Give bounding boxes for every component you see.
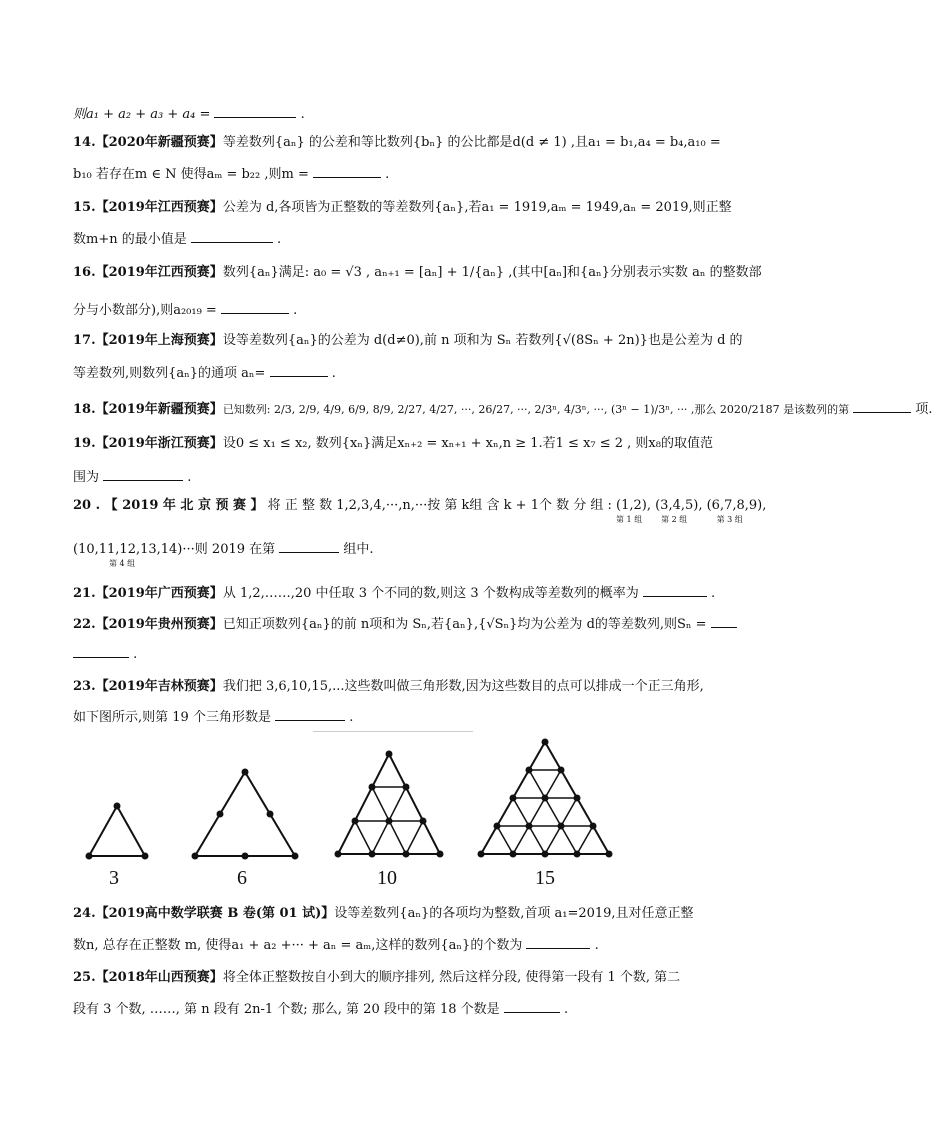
q21-tag: 21.【2019年广西预赛】 [73, 586, 223, 601]
q23-end: . [349, 710, 354, 725]
question-14-line-1 [73, 134, 723, 152]
question-23-line-2 [73, 706, 723, 727]
question-25-line-2 [73, 998, 723, 1019]
q19-text-b: 围为 [73, 470, 100, 485]
question-20-line-1 [73, 497, 767, 525]
answer-blank-17[interactable] [270, 362, 328, 377]
q19-tag: 19.【2019年浙江预赛】 [73, 436, 223, 451]
question-21-line [73, 582, 723, 603]
q14-text-b: b₁₀ 若存在m ∈ N 使得aₘ = b₂₂ ,则m = [73, 167, 313, 182]
q17-tag: 17.【2019年上海预赛】 [73, 333, 223, 348]
answer-blank-22b[interactable] [73, 643, 129, 658]
question-17-line-1 [73, 332, 743, 350]
q17-text-a: 设等差数列{aₙ}的公差为 d(d≠0),前 n 项和为 Sₙ 若数列{√(8Sₙ + 2n)}也是公差为 d 的 [222, 333, 743, 348]
question-23-line-1 [73, 678, 723, 696]
question-14-line-2 [73, 163, 723, 184]
q25-end: . [563, 1002, 569, 1017]
question-13-tail [73, 103, 723, 124]
question-22-line-2 [73, 643, 723, 664]
answer-blank-18[interactable] [853, 398, 911, 413]
q14-tag: 14.【2020年新疆预赛】 [73, 135, 223, 150]
q18-end: 项. [915, 402, 933, 417]
q23-text-b: 如下图所示,则第 19 个三角形数是 [73, 710, 271, 725]
q20-group-3 [706, 497, 767, 524]
q21-end: . [711, 586, 716, 601]
answer-blank-20[interactable] [279, 538, 339, 553]
answer-blank-23[interactable] [275, 706, 345, 721]
question-19-line-2 [73, 466, 723, 487]
q20-group-4 [73, 541, 183, 568]
q13-end: . [300, 107, 305, 122]
q20-group-3-text: (6,7,8,9), [706, 498, 767, 513]
q20-group-1-text: (1,2), [616, 498, 651, 513]
answer-blank-14[interactable] [313, 163, 381, 178]
q19-text-a: 设0 ≤ x₁ ≤ x₂, 数列{xₙ}满足xₙ₊₂ = xₙ₊₁ + xₙ,n ≥ 1.若1 ≤ x₇ ≤ 2 , 则x₈的取值范 [222, 436, 713, 451]
q18-text-a: 已知数列: 2/3, 2/9, 4/9, 6/9, 8/9, 2/27, 4/27, ···, 26/27, ···, 2/3ⁿ, 4/3ⁿ, ···, (3ⁿ − 1)/3ⁿ, ··· ,那么 2020/2187 是该数列的第 [222, 403, 850, 416]
q20-group-2-label: 第 2 组 [661, 515, 688, 524]
q15-text-b: 数m+n 的最小值是 [73, 232, 187, 247]
q21-text-a: 从 1,2,……,20 中任取 3 个不同的数,则这 3 个数构成等差数列的概率为 [222, 586, 639, 601]
question-20-line-2 [73, 538, 723, 566]
question-16-line-2 [73, 299, 723, 320]
q25-text-b: 段有 3 个数, ……, 第 n 段有 2n-1 个数; 那么, 第 20 段中的第 18 个数是 [73, 1002, 500, 1017]
question-15-line-1 [73, 199, 732, 217]
question-25-line-1 [73, 969, 723, 987]
triangle-label-15: 15 [535, 867, 555, 889]
triangle-10 [335, 751, 444, 858]
q20-group-4-label: 第 4 组 [109, 559, 136, 568]
q23-text-a: 我们把 3,6,10,15,...这些数叫做三角形数,因为这些数目的点可以排成一个正三角形, [222, 679, 704, 694]
triangle-6 [192, 769, 299, 860]
triangle-15 [478, 739, 613, 858]
q20-tag: 20 . 【 2019 年 北 京 预 赛 】 [73, 498, 264, 513]
question-16-line-1 [73, 264, 762, 282]
q25-tag: 25.【2018年山西预赛】 [73, 970, 223, 985]
q24-text-a: 设等差数列{aₙ}的各项均为整数,首项 a₁=2019,且对任意正整 [334, 906, 694, 921]
answer-blank-22a[interactable] [711, 613, 737, 628]
q25-text-a: 将全体正整数按自小到大的顺序排列, 然后这样分段, 使得第一段有 1 个数, 第二 [222, 970, 681, 985]
question-18-line [73, 398, 933, 419]
q24-end: . [594, 938, 599, 953]
q24-tag: 24.【2019高中数学联赛 B 卷(第 01 试)】 [73, 906, 335, 921]
question-15-line-2 [73, 228, 723, 249]
q15-text-a: 公差为 d,各项皆为正整数的等差数列{aₙ},若a₁ = 1919,aₘ = 1949,aₙ = 2019,则正整 [222, 200, 732, 215]
triangle-label-10: 10 [377, 867, 397, 889]
triangle-3 [86, 803, 149, 860]
q15-tag: 15.【2019年江西预赛】 [73, 200, 223, 215]
q16-tag: 16.【2019年江西预赛】 [73, 265, 223, 280]
q20-text-b: ···则 2019 在第 [182, 542, 276, 557]
q17-text-b: 等差数列,则数列{aₙ}的通项 aₙ= [73, 366, 266, 381]
question-22-line-1 [73, 613, 723, 634]
q20-group-2-text: (3,4,5), [655, 498, 703, 513]
question-24-line-2 [73, 934, 723, 955]
q18-tag: 18.【2019年新疆预赛】 [73, 402, 223, 417]
q14-end: . [385, 167, 390, 182]
q22-text-a: 已知正项数列{aₙ}的前 n项和为 Sₙ,若{aₙ},{√Sₙ}均为公差为 d的等差数列,则Sₙ = [222, 617, 711, 632]
answer-blank-25[interactable] [504, 998, 560, 1013]
answer-blank-19[interactable] [103, 466, 183, 481]
q13-expression: 则a₁ + a₂ + a₃ + a₄ = [73, 107, 215, 122]
q20-group-3-label: 第 3 组 [716, 515, 743, 524]
question-19-line-1 [73, 435, 723, 453]
answer-blank-16[interactable] [221, 299, 289, 314]
q24-text-b: 数n, 总存在正整数 m, 使得a₁ + a₂ +··· + aₙ = aₘ,这样的数列{aₙ}的个数为 [73, 938, 523, 953]
question-24-line-1 [73, 905, 723, 923]
q15-end: . [277, 232, 282, 247]
question-17-line-2 [73, 362, 723, 383]
answer-blank-13[interactable] [214, 103, 296, 118]
q17-end: . [331, 366, 336, 381]
triangle-label-3: 3 [109, 867, 119, 889]
q16-text-a: 数列{aₙ}满足: a₀ = √3 , aₙ₊₁ = [aₙ] + 1/{aₙ} ,(其中[aₙ]和{aₙ}分别表示实数 aₙ 的整数部 [222, 265, 762, 280]
q20-group-2 [655, 497, 703, 524]
q19-end: . [187, 470, 192, 485]
q20-end: 组中. [343, 542, 374, 557]
q20-group-1 [616, 497, 651, 524]
triangle-number-figure [73, 730, 633, 890]
answer-blank-15[interactable] [191, 228, 273, 243]
answer-blank-21[interactable] [643, 582, 707, 597]
q22-end: . [133, 647, 138, 662]
q14-text-a: 等差数列{aₙ} 的公差和等比数列{bₙ} 的公比都是d(d ≠ 1) ,且a₁ = b₁,a₄ = b₄,a₁₀ = [222, 135, 721, 150]
q23-tag: 23.【2019年吉林预赛】 [73, 679, 223, 694]
q22-tag: 22.【2019年贵州预赛】 [73, 617, 223, 632]
q16-text-b: 分与小数部分),则a₂₀₁₉ = [73, 303, 221, 318]
q16-end: . [293, 303, 298, 318]
answer-blank-24[interactable] [526, 934, 590, 949]
q20-group-4-text: (10,11,12,13,14) [73, 542, 183, 557]
triangle-label-6: 6 [237, 867, 247, 889]
q20-group-1-label: 第 1 组 [616, 515, 643, 524]
q20-text-a: 将 正 整 数 1,2,3,4,···,n,···按 第 k组 含 k + 1个 数 分 组 : [263, 498, 612, 513]
